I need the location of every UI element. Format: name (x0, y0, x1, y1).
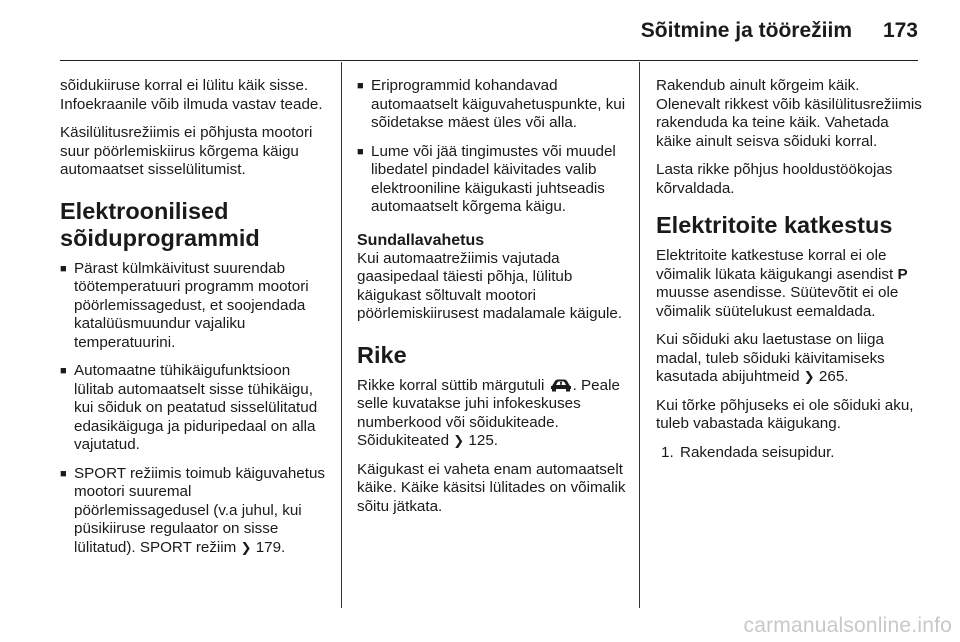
gear-position-label: P (897, 265, 908, 283)
column-2 (357, 77, 627, 526)
column-3 (656, 77, 926, 472)
list-item: ■ Automaatne tühikäigufunktsioon lülitab automaatselt sisse tühikäigu, kui sõiduk on peatatud sisselülitatud edasikäiguga ja piduripedaal on alla vajutatud. (60, 362, 330, 455)
paragraph: Lasta rikke põhjus hooldustöökojas kõrvaldada. (656, 161, 893, 197)
list-item: ■ Pärast külmkäivitust suurendab töötemperatuuri programm mootori pöörlemissagedust, et soojendada katalüüsmuundur vajaliku temperatuurini. (60, 260, 330, 353)
paragraph: sõidukiiruse korral ei lülitu käik sisse. Infoekraanile võib ilmuda vastav teade. (60, 77, 323, 113)
list-item: ■ Eriprogrammid kohandavad automaatselt käiguvahetuspunkte, kui sõidetakse mäest üles või alla. (357, 77, 627, 133)
paragraph (357, 377, 627, 451)
paragraph: Kui tõrke põhjuseks ei ole sõiduki aku, tuleb vabastada käigukang. (656, 396, 914, 432)
paragraph-text: Rikke korral süttib märgutuli (357, 376, 545, 394)
section-heading: Elektroonilised sõiduprogrammid (60, 197, 260, 251)
paragraph (656, 331, 926, 387)
page-reference[interactable]: 125. (468, 432, 498, 449)
paragraph: Rakendub ainult kõrgeim käik. Olenevalt rikkest võib käsilülitusrežiimis rakenduda ka teine käik. Vahetada käike ainult seisva sõiduki korral. (656, 77, 922, 150)
paragraph (656, 247, 926, 321)
page-reference[interactable]: 179. (255, 538, 286, 556)
list-item-text: SPORT režiimis toimub käiguvahetus mootori suuremal pöörlemissagedusel (v.a juhul, kui püsikiiruse regulaator on sisse lülitatud). SPORT režiim (74, 464, 325, 556)
paragraph: Käsilülitusrežiimis ei põhjusta mootori suur pöörlemiskiirus kõrgema käigu automaatset sisselülitumist. (60, 124, 313, 178)
car-warning-icon (549, 378, 573, 392)
page-ref-icon: ❯ (803, 369, 815, 384)
section-heading: Rike (357, 341, 407, 368)
paragraph-text: Kui sõiduki aku laetustase on liiga madal, tuleb sõiduki käivitamiseks kasutada abijuhtmeid (656, 331, 885, 385)
step-text: Rakendada seisupidur. (680, 443, 835, 461)
subheading: Sundallavahetus (357, 231, 485, 249)
list-item: ■ Lume või jää tingimustes või muudel libedatel pindadel käivitades valib elektrooniline käigukasti juhtseadis automaatselt kõrgema käigu. (357, 143, 627, 217)
column-1 (60, 77, 330, 567)
page-header (60, 0, 918, 61)
section-heading: Elektritoite katkestus (656, 212, 893, 238)
step-number: 1. (661, 443, 674, 461)
bullet-list (357, 77, 627, 217)
paragraph-text: Elektritoite katkestuse korral ei ole võimalik lükata käigukangi asendist (656, 247, 894, 283)
list-item (656, 444, 926, 463)
bullet-list (60, 260, 330, 558)
paragraph: Kui automaatrežiimis vajutada gaasipedaal täiesti põhja, lülitub käigukast sõltuvalt mootori pöörlemiskiirusest madalamale käigule. (357, 249, 623, 322)
paragraph-text: . Peale selle kuvatakse juhi infokeskuses numberkood või sõidukiteade. Sõidukiteated (357, 376, 620, 449)
page-ref-icon: ❯ (240, 539, 252, 555)
section-title: Sõitmine ja töörežiim (640, 19, 852, 42)
column-divider (639, 62, 640, 608)
page-reference[interactable]: 265. (818, 368, 849, 385)
numbered-list (656, 444, 926, 463)
paragraph: Käigukast ei vaheta enam automaatselt käike. Käike käsitsi lülitades on võimalik sõitu jätkata. (357, 460, 626, 515)
paragraph-text: muusse asendisse. Süütevõtit ei ole võimalik süütelukust eemaldada. (656, 284, 899, 320)
list-item (60, 465, 330, 558)
page-ref-icon: ❯ (453, 433, 465, 448)
watermark: carmanualsonline.info (743, 614, 952, 637)
column-divider (341, 62, 342, 608)
page-number: 173 (882, 19, 918, 42)
